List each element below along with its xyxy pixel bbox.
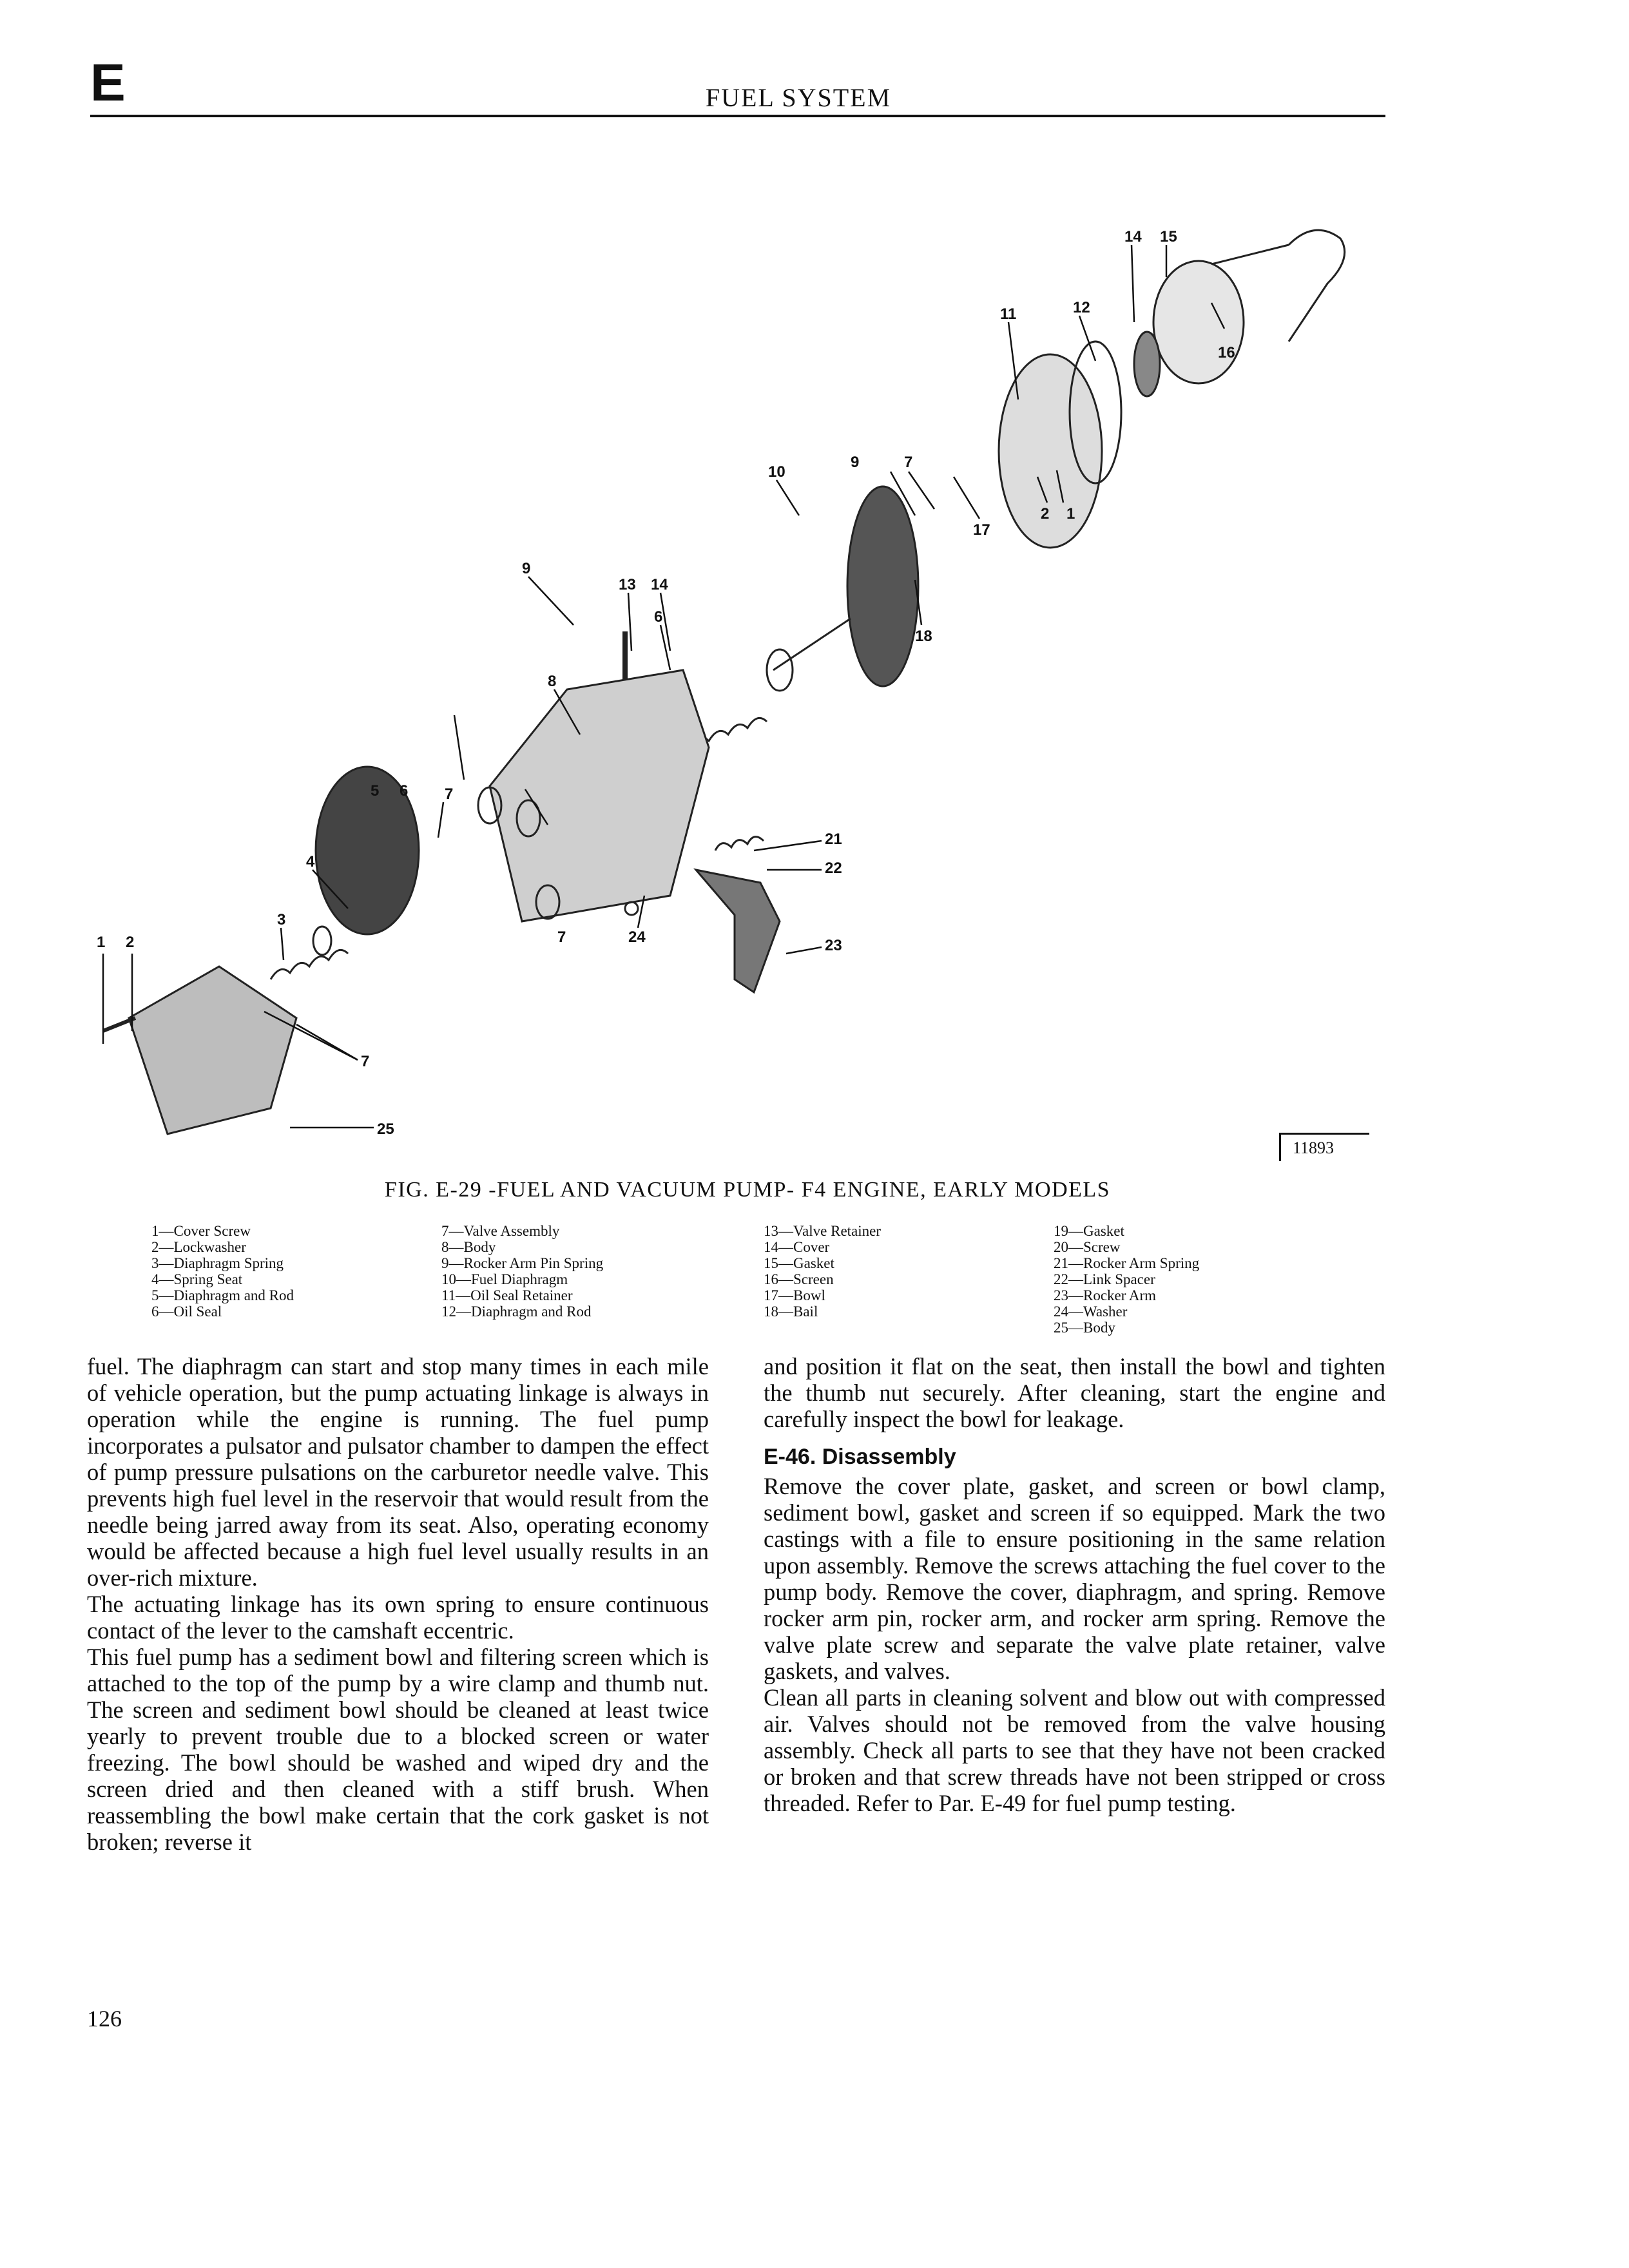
callout-19: 17 xyxy=(973,521,990,539)
legend-item: 12—Diaphragm and Rod xyxy=(441,1303,592,1320)
page-number: 126 xyxy=(87,2006,122,2032)
spring-seat xyxy=(313,927,331,955)
legend-item: 3—Diaphragm Spring xyxy=(151,1255,284,1271)
right-text-column xyxy=(764,1353,1385,1816)
left-text-column xyxy=(87,1353,709,1855)
diaphragm-spring xyxy=(271,950,348,979)
legend-item: 19—Gasket xyxy=(1054,1223,1124,1239)
callout-17: 15 xyxy=(1160,228,1177,245)
oil-seal-retainer xyxy=(767,649,793,691)
washer-24 xyxy=(625,902,638,915)
callout-23: 23 xyxy=(825,937,842,954)
callout-2-low: 2 xyxy=(126,934,135,951)
body-paragraph: fuel. The diaphragm can start and stop many times in each mile of vehicle operation, but the pump actuating linkage is always in operation while the engine is running. The fuel pump incorporates a pulsator and pulsator chamber to dampen the effect of pump pressure pulsations on the carburetor needle valve. This prevents high fuel level in the reservoir that would result from the needle being jarred away from its seat. Also, operating economy would be affected because a high fuel level usually results in an over-rich mixture. xyxy=(87,1353,709,1591)
callout-6-mid: 6 xyxy=(654,608,663,626)
bail-wire xyxy=(1211,245,1289,264)
callout-5: 5 xyxy=(371,782,380,800)
legend-item: 5—Diaphragm and Rod xyxy=(151,1287,294,1303)
callout-24: 24 xyxy=(628,928,646,946)
body-paragraph: Clean all parts in cleaning solvent and blow out with compressed air. Valves should not be removed from the valve housing assembly. Check all parts to see that they have not been cracked or broken and that screw threads have not been stripped or cross threaded. Refer to Par. E-49 for fuel pump testing. xyxy=(764,1684,1385,1816)
callout-7-lower: 7 xyxy=(557,928,566,946)
legend-item: 2—Lockwasher xyxy=(151,1239,246,1255)
callout-10: 13 xyxy=(619,576,636,593)
diaphragm-rod-12 xyxy=(773,619,851,670)
exploded-view-figure xyxy=(77,206,1385,1153)
cover-part xyxy=(999,354,1102,548)
section-letter: E xyxy=(90,53,126,112)
figure-caption: FIG. E-29 -FUEL AND VACUUM PUMP- F4 ENGINE, EARLY MODELS xyxy=(384,1178,1111,1202)
callout-7-top: 7 xyxy=(904,454,913,471)
legend-item: 16—Screen xyxy=(764,1271,834,1287)
callout-1-low: 1 xyxy=(97,934,106,951)
body-paragraph: Remove the cover plate, gasket, and screen or bowl clamp, sediment bowl, gasket and screen if so equipped. Mark the two castings with a file to ensure positioning in the same relation upon assembly. Remove the screws attaching the fuel cover to the pump body. Remove the cover, diaphragm, and spring. Remove rocker arm pin, rocker arm, and rocker arm spring. Remove the valve plate screw and separate the valve plate retainer, valve gaskets, and valves. xyxy=(764,1473,1385,1684)
legend-column-3 xyxy=(764,1223,1054,1336)
legend-column-2 xyxy=(441,1223,764,1336)
body-25 xyxy=(129,966,296,1134)
section-heading: E-46. Disassembly xyxy=(764,1445,956,1469)
callout-16: 14 xyxy=(1124,228,1142,245)
callout-7-bottom: 7 xyxy=(361,1053,370,1070)
legend-item: 7—Valve Assembly xyxy=(441,1223,560,1239)
callout-13: 9 xyxy=(851,454,860,471)
callout-20: 18 xyxy=(915,628,932,645)
callout-15: 12 xyxy=(1073,299,1090,316)
legend-item: 1—Cover Screw xyxy=(151,1223,251,1239)
callout-12: 10 xyxy=(768,463,786,481)
callout-25: 25 xyxy=(377,1120,394,1138)
body-part xyxy=(490,670,709,921)
legend-item: 23—Rocker Arm xyxy=(1054,1287,1157,1303)
legend-item: 14—Cover xyxy=(764,1239,830,1255)
legend-item: 17—Bowl xyxy=(764,1287,825,1303)
rocker-arm xyxy=(696,870,780,992)
diaphragm-12 xyxy=(847,486,918,686)
callout-14: 11 xyxy=(1000,305,1017,323)
legend-item: 18—Bail xyxy=(764,1303,818,1320)
callout-22: 22 xyxy=(825,860,842,877)
rocker-arm-spring xyxy=(715,837,764,850)
legend-column-4 xyxy=(1054,1223,1337,1336)
figure-number-box: 11893 xyxy=(1279,1133,1369,1161)
legend-item: 6—Oil Seal xyxy=(151,1303,222,1320)
body-paragraph: and position it flat on the seat, then install the bowl and tighten the thumb nut securely. After cleaning, start the engine and carefully inspect the bowl for leakage. xyxy=(764,1353,1385,1432)
callout-9: 9 xyxy=(522,560,531,577)
callout-11: 14 xyxy=(651,576,668,593)
callout-21: 21 xyxy=(825,831,842,848)
legend-item: 22—Link Spacer xyxy=(1054,1271,1155,1287)
legend-item: 4—Spring Seat xyxy=(151,1271,243,1287)
callout-18: 16 xyxy=(1218,344,1235,361)
legend-item: 21—Rocker Arm Spring xyxy=(1054,1255,1200,1271)
header-rule xyxy=(90,115,1385,117)
legend-item: 25—Body xyxy=(1054,1320,1115,1336)
body-paragraph: This fuel pump has a sediment bowl and filtering screen which is attached to the top of the pump by a wire clamp and thumb nut. The screen and sediment bowl should be cleaned at least twice yearly to prevent trouble due to a blocked screen or water freezing. The bowl should be washed and wiped dry and the screen dried and then cleaned with a stiff brush. When reassembling the bowl make certain that the cork gasket is not broken; reverse it xyxy=(87,1644,709,1855)
running-head: FUEL SYSTEM xyxy=(705,83,892,112)
legend-item: 8—Body xyxy=(441,1239,496,1255)
fuel-pump-illustration xyxy=(77,206,1385,1153)
callout-8: 8 xyxy=(548,673,557,690)
legend-item: 20—Screw xyxy=(1054,1239,1121,1255)
bowl-part xyxy=(1153,261,1244,383)
legend-item: 10—Fuel Diaphragm xyxy=(441,1271,568,1287)
legend-item: 24—Washer xyxy=(1054,1303,1128,1320)
callout-7-mid: 7 xyxy=(445,785,454,803)
legend-column-1 xyxy=(151,1223,441,1336)
callout-4: 4 xyxy=(306,853,315,870)
callout-1-top: 1 xyxy=(1066,505,1075,523)
callout-3: 3 xyxy=(277,911,286,928)
callout-2-top: 2 xyxy=(1041,505,1050,523)
legend-item: 13—Valve Retainer xyxy=(764,1223,882,1239)
legend-item: 15—Gasket xyxy=(764,1255,834,1271)
screen-part xyxy=(1134,332,1160,396)
bail-part xyxy=(1289,230,1345,341)
callout-6-low: 6 xyxy=(400,782,409,800)
body-paragraph: The actuating linkage has its own spring to ensure continuous contact of the lever to the camshaft eccentric. xyxy=(87,1591,709,1644)
figure-legend xyxy=(151,1223,1337,1336)
legend-item: 9—Rocker Arm Pin Spring xyxy=(441,1255,604,1271)
legend-item: 11—Oil Seal Retainer xyxy=(441,1287,573,1303)
